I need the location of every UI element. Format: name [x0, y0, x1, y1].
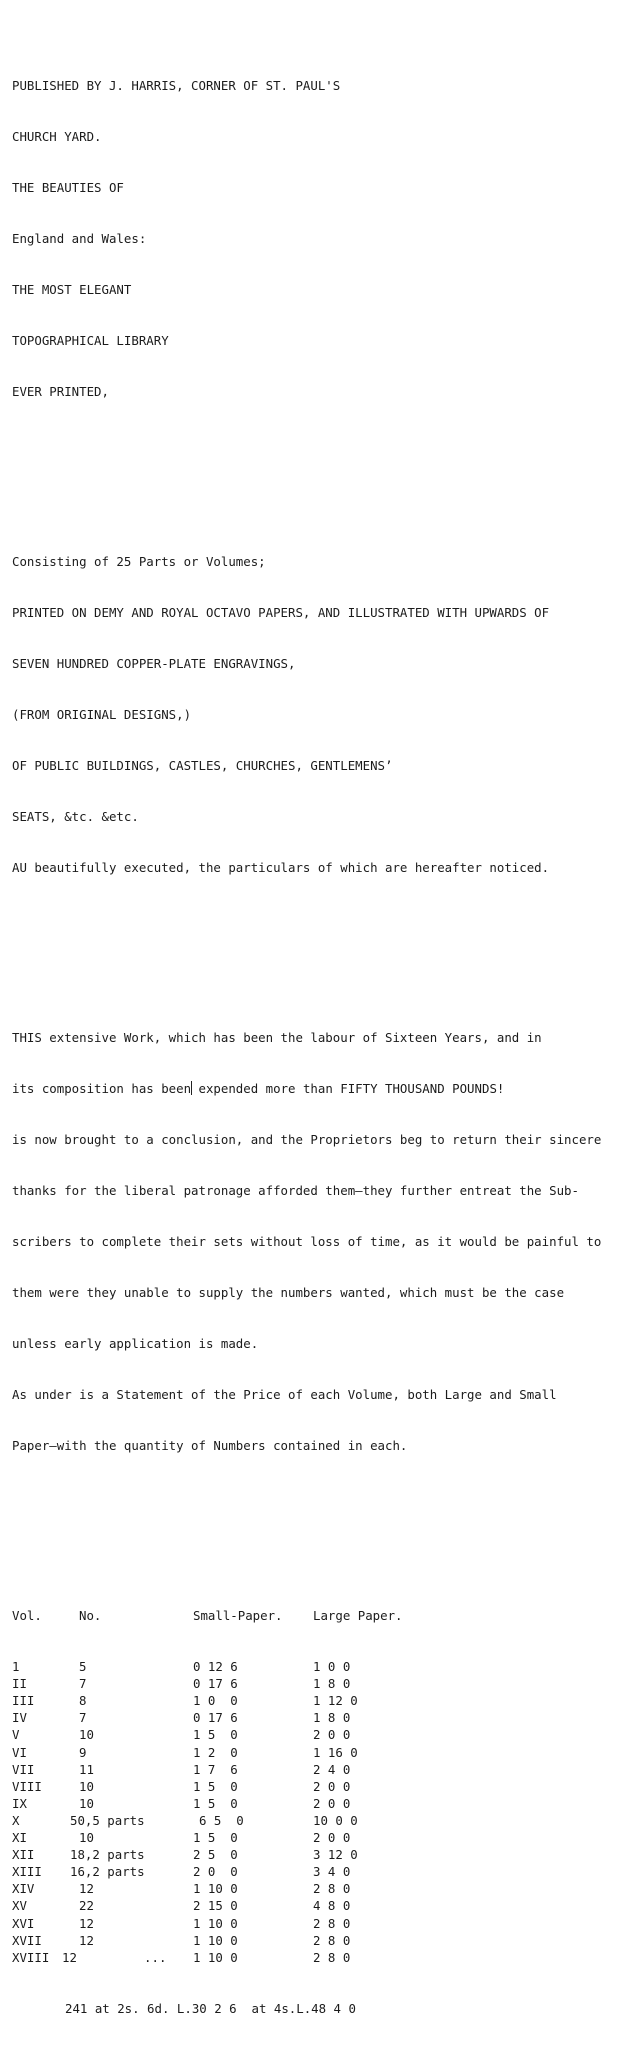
- table-row: [12, 1778, 624, 1795]
- cell-vol: XV: [12, 1898, 27, 1914]
- body-line: THIS extensive Work, which has been the labour of Sixteen Years, and in: [12, 1030, 542, 1045]
- cell-vol: XIV: [12, 1881, 35, 1897]
- cell-no: 10: [79, 1830, 94, 1846]
- cell-vol: XVI: [12, 1915, 35, 1931]
- table-row: [12, 1744, 624, 1761]
- table-row: [12, 1812, 624, 1829]
- header-line: EVER PRINTED,: [12, 384, 109, 399]
- table-row: [12, 1932, 624, 1949]
- header-no: No.: [79, 1608, 102, 1623]
- cell-large-paper: 2 8 0: [313, 1932, 351, 1948]
- cell-small-paper: 1 0 0: [193, 1693, 238, 1709]
- table-row: [12, 1846, 624, 1863]
- cell-vol: XII: [12, 1847, 35, 1863]
- cell-large-paper: 2 4 0: [313, 1761, 351, 1777]
- table-row: [12, 1692, 624, 1709]
- table-row: [12, 1709, 624, 1726]
- cell-small-paper: 2 0 0: [193, 1864, 238, 1880]
- details-line: SEATS, &tc. &etc.: [12, 809, 139, 824]
- cell-no: 10: [79, 1778, 94, 1794]
- cell-large-paper: 3 4 0: [313, 1864, 351, 1880]
- cell-no: 9: [79, 1744, 87, 1760]
- table-row: [12, 1915, 624, 1932]
- table-total-row: [12, 2000, 624, 2017]
- cell-large-paper: 2 8 0: [313, 1949, 351, 1965]
- cell-small-paper: 0 12 6: [193, 1659, 238, 1675]
- cell-large-paper: 2 0 0: [313, 1795, 351, 1811]
- cell-vol: IV: [12, 1710, 27, 1726]
- cell-small-paper: 1 7 6: [193, 1761, 238, 1777]
- cell-large-paper: 2 0 0: [313, 1778, 351, 1794]
- body-line: thanks for the liberal patronage afforded them—they further entreat the Sub-: [12, 1183, 579, 1198]
- body-text: expended more than FIFTY THOUSAND POUNDS!: [191, 1081, 505, 1096]
- header-line: THE MOST ELEGANT: [12, 282, 132, 297]
- table-row: [12, 1795, 624, 1812]
- cell-no: 50,5 parts: [70, 1812, 145, 1828]
- price-table: [12, 1573, 624, 2051]
- header-vol: Vol.: [12, 1608, 42, 1623]
- cell-vol: XIII: [12, 1864, 42, 1880]
- details-line: AU beautifully executed, the particulars of which are hereafter noticed.: [12, 860, 550, 875]
- cell-vol: IX: [12, 1795, 27, 1811]
- cell-small-paper: 0 17 6: [193, 1710, 238, 1726]
- cell-vol: VII: [12, 1761, 35, 1777]
- table-row: [12, 1829, 624, 1846]
- cell-small-paper: 1 5 0: [193, 1830, 238, 1846]
- table-row: [12, 1761, 624, 1778]
- cell-small-paper: 0 17 6: [193, 1676, 238, 1692]
- cell-vol: XI: [12, 1830, 27, 1846]
- cell-no: 7: [79, 1676, 87, 1692]
- body-line: unless early application is made.: [12, 1336, 259, 1351]
- cell-no: 5: [79, 1659, 87, 1675]
- cell-no: 10: [79, 1795, 94, 1811]
- cell-large-paper: 2 0 0: [313, 1830, 351, 1846]
- cell-large-paper: 1 0 0: [313, 1659, 351, 1675]
- body-line: [12, 1080, 624, 1097]
- cell-vol: XVII: [12, 1932, 42, 1948]
- body-line: is now brought to a conclusion, and the Proprietors beg to return their sincere: [12, 1132, 602, 1147]
- cell-no: 12: [79, 1915, 94, 1931]
- cell-vol: X: [12, 1812, 20, 1828]
- cell-large-paper: 1 12 0: [313, 1693, 358, 1709]
- body-line: As under is a Statement of the Price of each Volume, both Large and Small: [12, 1387, 557, 1402]
- cell-large-paper: 2 8 0: [313, 1915, 351, 1931]
- body-line: Paper—with the quantity of Numbers contained in each.: [12, 1438, 408, 1453]
- table-total: 241 at 2s. 6d. L.30 2 6 at 4s.L.48 4 0: [65, 2000, 356, 2016]
- cell-small-paper: 1 10 0: [193, 1915, 238, 1931]
- cell-large-paper: 1 16 0: [313, 1744, 358, 1760]
- cell-small-paper: 1 2 0: [193, 1744, 238, 1760]
- cell-large-paper: 1 8 0: [313, 1710, 351, 1726]
- cell-small-paper: 1 5 0: [193, 1727, 238, 1743]
- table-header-row: [12, 1607, 624, 1624]
- cell-small-paper: 2 5 0: [193, 1847, 238, 1863]
- header-line: TOPOGRAPHICAL LIBRARY: [12, 333, 169, 348]
- header-small-paper: Small-Paper.: [193, 1608, 283, 1623]
- header-line: PUBLISHED BY J. HARRIS, CORNER OF ST. PAUL'S: [12, 78, 341, 93]
- table-row: [12, 1658, 624, 1675]
- cell-no: 8: [79, 1693, 87, 1709]
- cell-no: 18,2 parts: [70, 1847, 145, 1863]
- cell-large-paper: 1 8 0: [313, 1676, 351, 1692]
- document-text[interactable]: [12, 9, 624, 2068]
- cell-vol: VIII: [12, 1778, 42, 1794]
- details-line: PRINTED ON DEMY AND ROYAL OCTAVO PAPERS, AND ILLUSTRATED WITH UPWARDS OF: [12, 605, 550, 620]
- cell-vol: V: [12, 1727, 20, 1743]
- details-line: OF PUBLIC BUILDINGS, CASTLES, CHURCHES, GENTLEMENS’: [12, 758, 393, 773]
- cell-small-paper: 2 15 0: [193, 1898, 238, 1914]
- cell-large-paper: 10 0 0: [313, 1812, 358, 1828]
- cell-small-paper: 6 5 0: [199, 1812, 244, 1828]
- cell-no: 12: [79, 1881, 94, 1897]
- cell-large-paper: 2 8 0: [313, 1881, 351, 1897]
- table-row: [12, 1675, 624, 1692]
- cell-small-paper: 1 10 0: [193, 1949, 238, 1965]
- cell-vol: II: [12, 1676, 27, 1692]
- table-body: [12, 1658, 624, 1966]
- cell-small-paper: 1 5 0: [193, 1795, 238, 1811]
- cell-vol: XVIII: [12, 1949, 50, 1965]
- cell-no: 22: [79, 1898, 94, 1914]
- cell-small-paper: 1 10 0: [193, 1881, 238, 1897]
- cell-large-paper: 3 12 0: [313, 1847, 358, 1863]
- cell-no: 11: [79, 1761, 94, 1777]
- cell-vol: III: [12, 1693, 35, 1709]
- cell-large-paper: 4 8 0: [313, 1898, 351, 1914]
- cell-vol: VI: [12, 1744, 27, 1760]
- header-line: THE BEAUTIES OF: [12, 180, 124, 195]
- table-row: [12, 1897, 624, 1914]
- details-line: SEVEN HUNDRED COPPER-PLATE ENGRAVINGS,: [12, 656, 296, 671]
- table-row: [12, 1880, 624, 1897]
- cell-vol: 1: [12, 1659, 20, 1675]
- body-section: [12, 995, 624, 1488]
- table-row: [12, 1726, 624, 1743]
- cell-no: 12 ...: [62, 1949, 167, 1965]
- header-line: CHURCH YARD.: [12, 129, 102, 144]
- cell-no: 12: [79, 1932, 94, 1948]
- table-row: [12, 1949, 624, 1966]
- body-line: scribers to complete their sets without loss of time, as it would be painful to: [12, 1234, 602, 1249]
- cell-no: 10: [79, 1727, 94, 1743]
- details-line: Consisting of 25 Parts or Volumes;: [12, 554, 266, 569]
- header-large-paper: Large Paper.: [313, 1608, 403, 1623]
- details-line: (FROM ORIGINAL DESIGNS,): [12, 707, 192, 722]
- publisher-header: [12, 43, 624, 434]
- cell-large-paper: 2 0 0: [313, 1727, 351, 1743]
- table-row: [12, 1863, 624, 1880]
- details-section: [12, 519, 624, 910]
- cell-no: 16,2 parts: [70, 1864, 145, 1880]
- cell-small-paper: 1 5 0: [193, 1778, 238, 1794]
- body-text: its composition has been: [12, 1081, 192, 1096]
- cell-no: 7: [79, 1710, 87, 1726]
- header-line: England and Wales:: [12, 231, 147, 246]
- cell-small-paper: 1 10 0: [193, 1932, 238, 1948]
- body-line: them were they unable to supply the numbers wanted, which must be the case: [12, 1285, 565, 1300]
